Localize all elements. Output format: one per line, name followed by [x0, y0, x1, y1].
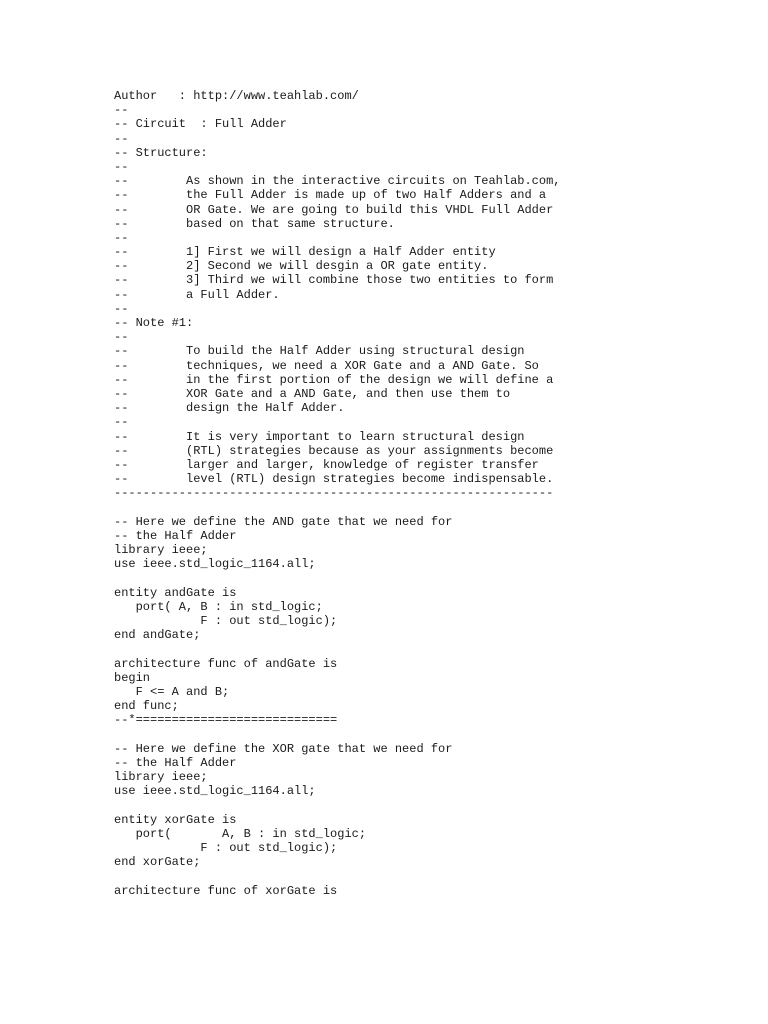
code-line: -- 1] First we will design a Half Adder entity	[114, 245, 496, 260]
code-line: begin	[114, 670, 151, 685]
code-line: -- It is very important to learn structural design	[114, 429, 525, 444]
code-line: -- the Half Adder	[114, 528, 237, 543]
code-line: -- 3] Third we will combine those two entities to form	[114, 273, 554, 288]
code-line: entity xorGate is	[114, 812, 237, 827]
code-line: port( A, B : in std_logic;	[114, 826, 367, 841]
code-line: Author : http://www.teahlab.com/	[114, 89, 359, 103]
code-line: -- Note #1:	[114, 316, 194, 330]
code-line: -- Here we define the AND gate that we need for	[114, 514, 453, 529]
code-line: end xorGate;	[114, 855, 201, 870]
code-line: end andGate;	[114, 628, 201, 643]
code-line: port( A, B : in std_logic;	[114, 599, 323, 614]
code-line	[114, 727, 560, 741]
code-line	[114, 500, 560, 514]
code-line: -- As shown in the interactive circuits on Teahlab.com,	[114, 174, 561, 189]
code-line: -- in the first portion of the design we will define a	[114, 372, 554, 387]
code-line: --	[114, 415, 129, 430]
code-listing	[114, 89, 560, 898]
code-line: -- techniques, we need a XOR Gate and a AND Gate. So	[114, 358, 539, 373]
code-line: -------------------------------------------------------------	[114, 486, 554, 501]
code-line: -- OR Gate. We are going to build this VHDL Full Adder	[114, 202, 554, 217]
code-line: F : out std_logic);	[114, 613, 338, 628]
code-line: -- 2] Second we will desgin a OR gate entity.	[114, 259, 489, 274]
code-line: -- To build the Half Adder using structural design	[114, 344, 525, 359]
code-line: end func;	[114, 699, 179, 714]
code-line: -- larger and larger, knowledge of register transfer	[114, 457, 539, 472]
code-line: --	[114, 131, 129, 146]
code-line	[114, 571, 560, 585]
code-line: entity andGate is	[114, 585, 237, 600]
code-line	[114, 798, 560, 812]
code-line: --	[114, 330, 129, 345]
code-line: --	[114, 159, 129, 174]
code-line: -- the Half Adder	[114, 755, 237, 770]
code-line: library ieee;	[114, 770, 208, 784]
code-line: -- Here we define the XOR gate that we need for	[114, 741, 453, 756]
code-line: --	[114, 301, 129, 316]
code-line: --*============================	[114, 713, 338, 728]
code-line: -- a Full Adder.	[114, 287, 280, 302]
code-line: use ieee.std_logic_1164.all;	[114, 557, 316, 572]
code-line	[114, 642, 560, 656]
code-line: -- Structure:	[114, 145, 208, 160]
code-line: -- the Full Adder is made up of two Half Adders and a	[114, 188, 547, 203]
code-line: -- Circuit : Full Adder	[114, 117, 287, 132]
code-line: architecture func of xorGate is	[114, 883, 338, 898]
code-line: -- design the Half Adder.	[114, 401, 345, 416]
code-line: -- XOR Gate and a AND Gate, and then use them to	[114, 386, 511, 401]
code-line: -- (RTL) strategies because as your assignments become	[114, 443, 554, 458]
code-line: architecture func of andGate is	[114, 656, 338, 671]
code-line: use ieee.std_logic_1164.all;	[114, 784, 316, 799]
code-line: -- level (RTL) design strategies become indispensable.	[114, 472, 554, 487]
code-line: --	[114, 230, 129, 245]
code-line	[114, 869, 560, 883]
code-line: --	[114, 103, 129, 118]
code-line: -- based on that same structure.	[114, 216, 395, 231]
code-line: F : out std_logic);	[114, 840, 338, 855]
code-line: library ieee;	[114, 543, 208, 557]
code-line: F <= A and B;	[114, 684, 230, 699]
